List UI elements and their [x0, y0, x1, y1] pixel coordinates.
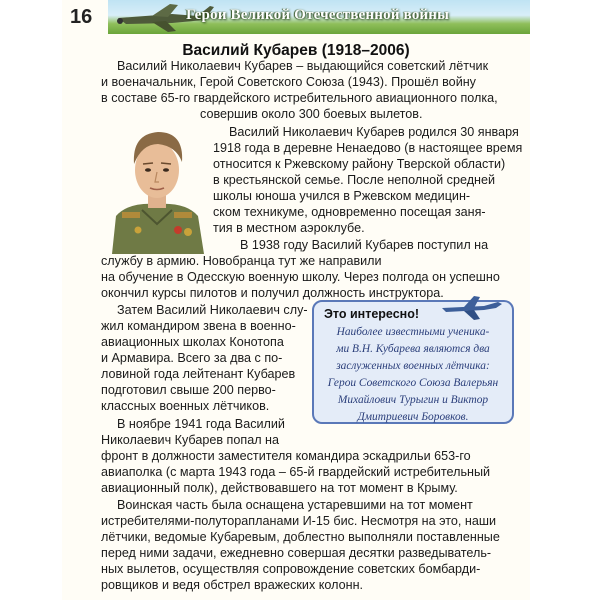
text-line: ском техникуме, одновременно посещая заня- — [213, 205, 486, 219]
text-line: тия в местном аэроклубе. — [213, 221, 365, 235]
text-line: авиационных школах Конотопа — [101, 335, 284, 349]
article-title: Василий Кубарев (1918–2006) — [182, 42, 410, 59]
text-line: 1918 года в деревне Ненаедово (в настоящее время — [213, 141, 523, 155]
text-line: в составе 65-го гвардейского истребительного авиационного полка, — [101, 91, 498, 105]
text-line: школы юноша учился в Ржевском медицин- — [213, 189, 471, 203]
info-box — [312, 300, 514, 424]
text-line: Василий Николаевич Кубарев родился 30 января — [229, 125, 519, 139]
text-line: лётчики, ведомые Кубаревым, доблестно выполняли поставленные — [101, 530, 500, 544]
info-box-title: Это интересно! — [324, 307, 419, 321]
text-line: авиаполка (с марта 1943 года – 65-й гвардейский истребительный — [101, 465, 491, 479]
page-number: 16 — [70, 6, 93, 28]
text-line: в крестьянской семье. После неполной средней — [213, 173, 496, 187]
airplane-icon — [440, 296, 506, 320]
info-line: заслуженных военных лётчика: — [336, 360, 490, 372]
text-line: и военачальник, Герой Советского Союза (1943). Прошёл войну — [101, 75, 476, 89]
header-banner — [108, 0, 530, 34]
text-line: В 1938 году Василий Кубарев поступил на — [240, 238, 489, 252]
text-line: жил командиром звена в военно- — [101, 319, 296, 333]
text-line: ровщиков и ведя обстрел вражеских колонн. — [101, 578, 364, 592]
info-line: ми В.Н. Кубарева являются два — [336, 343, 490, 355]
text-line: классных военных лётчиков. — [101, 399, 270, 413]
text-line: подготовил свыше 200 перво- — [101, 383, 276, 397]
info-line: Герои Советского Союза Валерьян — [327, 377, 499, 389]
text-line: фронт в должности заместителя командира эскадрильи 653-го — [101, 449, 471, 463]
text-line: относится к Ржевскому району Тверской области) — [213, 157, 506, 171]
text-line: истребителями-полуторапланами И-15 бис. Несмотря на это, наши — [101, 514, 496, 528]
text-line: ловиной года лейтенант Кубарев — [101, 367, 296, 381]
text-line: авиационный полк), действовавшего на тот момент в Крыму. — [101, 481, 458, 495]
text-line: окончил курсы пилотов и получил должность инструктора. — [101, 286, 444, 300]
text-line: В ноябре 1941 года Василий — [117, 417, 285, 431]
text-line: на обучение в Одесскую военную школу. Через полгода он успешно — [101, 270, 500, 284]
info-line: Михайлович Турыгин и Виктор — [337, 394, 489, 406]
info-box-text — [314, 324, 512, 426]
banner-title: Герои Великой Отечественной войны — [186, 7, 450, 23]
text-line: перед ними задачи, ежедневно совершая десятки разведыватель- — [101, 546, 492, 560]
text-line: ных вылетов, осуществляя сопровождение советских бомбарди- — [101, 562, 481, 576]
text-line: службу в армию. Новобранца тут же направили — [101, 254, 382, 268]
info-line: Наиболее известными ученика- — [336, 326, 490, 338]
text-line: совершив около 300 боевых вылетов. — [200, 107, 423, 121]
text-line: Затем Василий Николаевич слу- — [117, 303, 308, 317]
text-line: Николаевич Кубарев попал на — [101, 433, 280, 447]
text-line: и Армавира. Всего за два с по- — [101, 351, 283, 365]
portrait-image — [108, 112, 206, 254]
text-line: Воинская часть была оснащена устаревшими на тот момент — [117, 498, 473, 512]
text-line: Василий Николаевич Кубарев – выдающийся советский лётчик — [117, 59, 489, 73]
info-line: Дмитриевич Боровков. — [357, 411, 469, 423]
